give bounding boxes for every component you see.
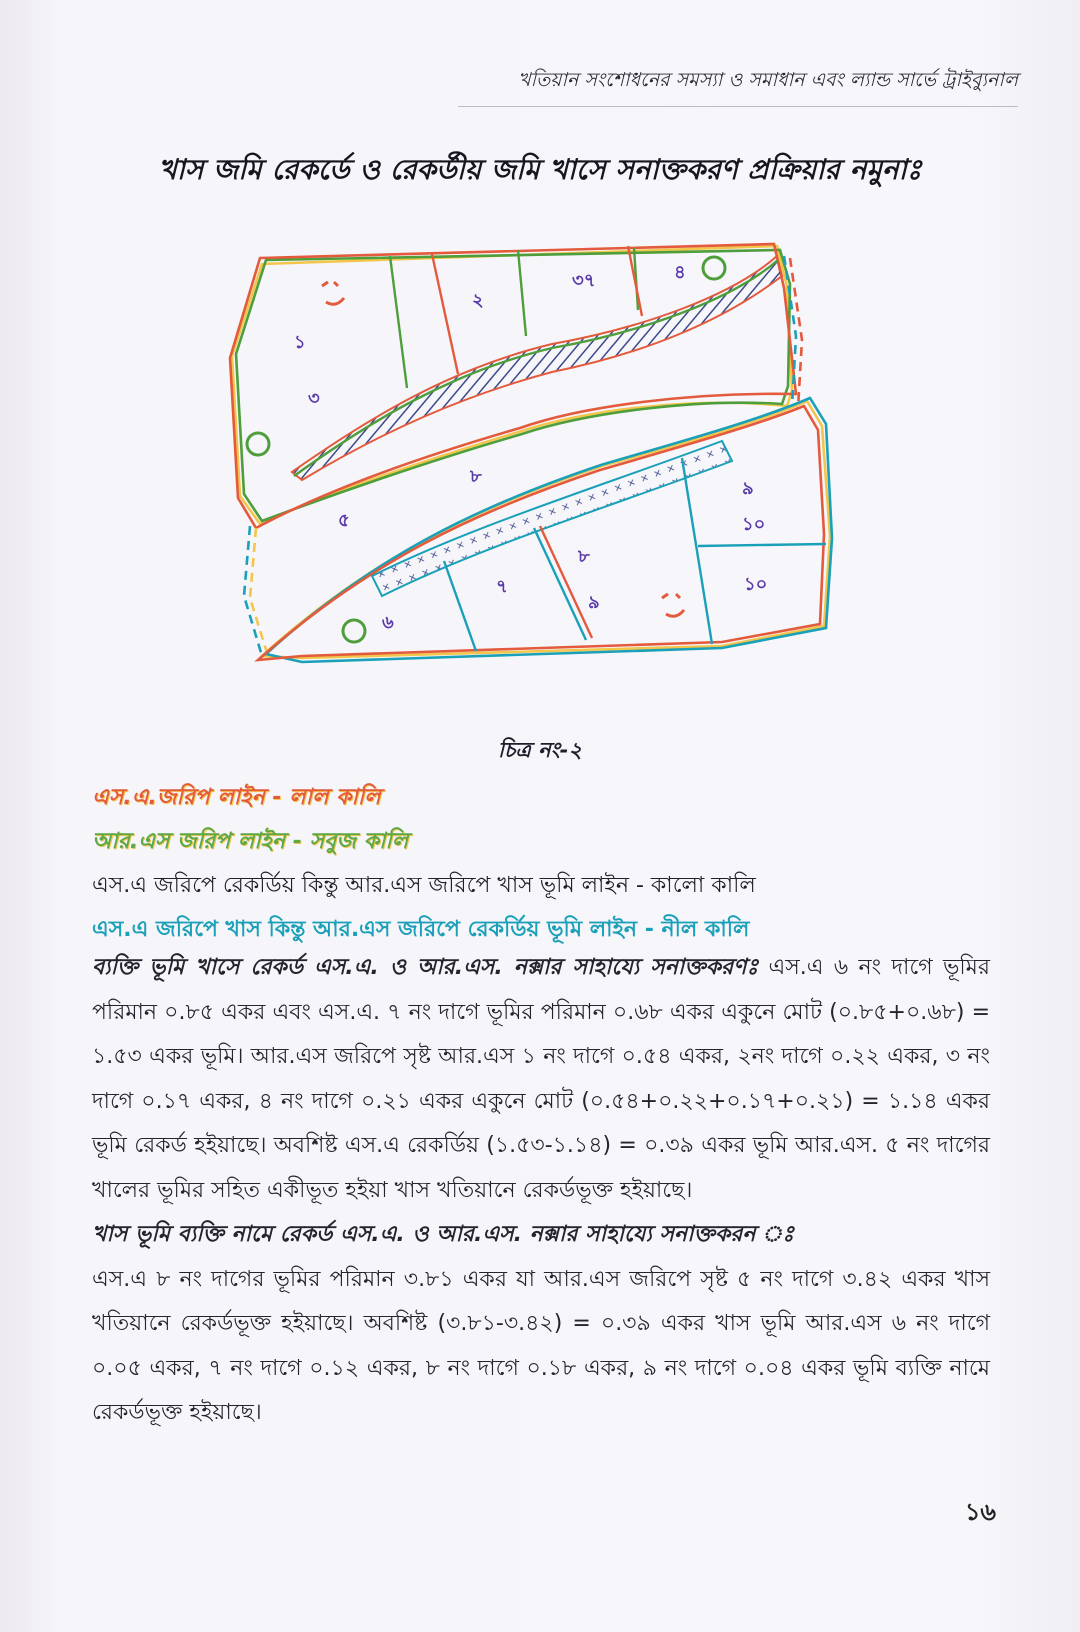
plot-label: ৫ [338,510,350,531]
figure-caption: চিত্র নং-২ [497,738,583,762]
paragraph-1-text: এস.এ ৬ নং দাগে ভূমির পরিমান ০.৮৫ একর এবং এস.এ. ৭ নং দাগে ভূমির পরিমান ০.৬৮ একর একুনে মোট (০.৮৫+০.৬৮) = ১.৫৩ একর ভূমি। আর.এস জরিপে সৃষ্ট আর.এস ১ নং দাগে ০.৫৪ একর, ২নং দাগে ০.২২ একর, ৩ নং দাগে ০.১৭ একর, ৪ নং দাগে ০.২১ একর একুনে মোট (০.৫৪+০.২২+০.১৭+০.২১) = ১.১৪ একর ভূমি রেকর্ড হইয়াছে। অবশিষ্ট এস.এ রেকর্ডিয় (১.৫৩-১.১৪) = ০.৩৯ একর ভূমি আর.এস. ৫ নং দাগের খালের ভূমির সহিত একীভূত হইয়া খাস খতিয়ানে রেকর্ডভূক্ত হইয়াছে। [92,955,990,1203]
legend-blue-line: এস.এ জরিপে খাস কিন্তু আর.এস জরিপে রেকর্ডিয় ভূমি লাইন - নীল কালি [92,917,750,942]
section-title: খাস জমি রেকর্ডে ও রেকর্ডীয় জমি খাসে সনাক্তকরণ প্রক্রিয়ার নমুনাঃ [158,153,922,186]
survey-map-drawing [222,236,872,706]
paragraph-2-heading: খাস ভূমি ব্যক্তি নামে রেকর্ড এস.এ. ও আর.এস. নক্সার সাহায্যে সনাক্তকরন ঃ [92,1222,794,1247]
plot-label: ৯ [588,592,600,613]
plot-label: ৭ [496,576,508,597]
plot-label: ৩ [308,388,320,409]
legend-black-line: এস.এ জরিপে রেকর্ডিয় কিন্তু আর.এস জরিপে খাস ভূমি লাইন - কালো কালি [92,873,756,898]
plot-label: ৪ [674,262,686,283]
plot-label: ১ [294,332,306,353]
legend-sa-line: এস.এ.জরিপ লাইন - লাল কালি [92,785,381,810]
upper-block-outline [230,244,796,528]
legend [92,776,992,952]
paragraph-2-text: এস.এ ৮ নং দাগের ভূমির পরিমান ৩.৮১ একর যা আর.এস জরিপে সৃষ্ট ৫ নং দাগে ৩.৪২ একর খাস খতিয়ানে রেকর্ডভূক্ত হইয়াছে। অবশিষ্ট (৩.৮১-৩.৪২) = ০.৩৯ একর খাস ভূমি আর.এস ৬ নং দাগে ০.০৫ একর, ৭ নং দাগে ০.১২ একর, ৮ নং দাগে ০.১৮ একর, ৯ নং দাগে ০.০৪ একর ভূমি ব্যক্তি নামে রেকর্ডভূক্ত হইয়াছে। [92,1266,990,1425]
body-text [92,946,990,1436]
page-number: ১৬ [964,1498,996,1526]
plot-label: ২ [472,290,484,311]
legend-rs-line: আর.এস জরিপ লাইন - সবুজ কালি [92,829,409,854]
plot-label: ৯ [742,478,754,499]
plot-label: ৩৭ [572,270,596,291]
running-head: খতিয়ান সংশোধনের সমস্যা ও সমাধান এবং ল্যান্ড সার্ভে ট্রাইব্যুনাল [458,66,1018,107]
plot-label: ৬ [382,612,394,633]
plot-label: ৮ [578,546,590,567]
paragraph-1 [92,946,990,1213]
plot-label: ৮ [470,466,482,487]
paragraph-1-heading: ব্যক্তি ভূমি খাসে রেকর্ড এস.এ. ও আর.এস. নক্সার সাহায্যে সনাক্তকরণঃ [92,955,759,980]
survey-map-figure [222,236,872,706]
plot-label: ১০ [744,574,768,595]
plot-label: ১০ [742,514,766,535]
